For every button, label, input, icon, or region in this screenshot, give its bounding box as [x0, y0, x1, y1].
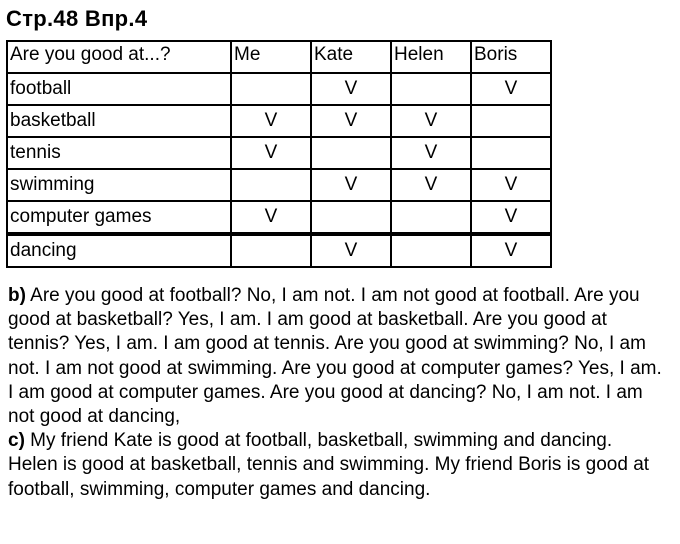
section-c-paragraph — [8, 429, 672, 453]
answer-text-block — [8, 284, 672, 502]
mark-cell-kate: V — [311, 73, 391, 105]
mark-cell-kate — [311, 201, 391, 234]
activity-cell: computer games — [7, 201, 231, 234]
mark-cell-helen — [391, 73, 471, 105]
mark-cell-me — [231, 73, 311, 105]
section-b-paragraph — [8, 284, 672, 429]
section-c-paragraph-2: Helen is good at basketball, tennis and swimming. My friend Boris is good at football, swimming, computer games and dancing. — [8, 454, 650, 500]
mark-cell-kate: V — [311, 105, 391, 137]
table-header-row — [7, 41, 551, 73]
activity-cell: tennis — [7, 137, 231, 169]
mark-cell-helen — [391, 234, 471, 267]
mark-cell-me: V — [231, 137, 311, 169]
activity-cell: football — [7, 73, 231, 105]
mark-cell-boris: V — [471, 169, 551, 201]
section-b-label: b) — [8, 285, 26, 306]
activity-cell: swimming — [7, 169, 231, 201]
mark-cell-boris: V — [471, 234, 551, 267]
mark-cell-me: V — [231, 105, 311, 137]
answer-table — [6, 40, 552, 268]
activity-cell: basketball — [7, 105, 231, 137]
mark-cell-me — [231, 169, 311, 201]
mark-cell-boris: V — [471, 73, 551, 105]
table-row-swimming — [7, 169, 551, 201]
mark-cell-me: V — [231, 201, 311, 234]
mark-cell-kate: V — [311, 234, 391, 267]
mark-cell-boris — [471, 105, 551, 137]
mark-cell-helen: V — [391, 169, 471, 201]
mark-cell-helen: V — [391, 105, 471, 137]
header-boris: Boris — [471, 41, 551, 73]
header-kate: Kate — [311, 41, 391, 73]
section-c-label: c) — [8, 430, 25, 452]
table-row-tennis — [7, 137, 551, 169]
mark-cell-helen — [391, 201, 471, 234]
mark-cell-boris: V — [471, 201, 551, 234]
section-b-text: Are you good at football? No, I am not. I am not good at football. Are you good at basketball? Yes, I am. I am good at basketball. Are you good at tennis? Yes, I am. I am good at tennis. Are you good at swimming? No, I am not. I am not good at swimming. Are you good at computer games? Yes, I am. I am good at computer games. Are you good at dancing? No, I am not. I am not good at dancing, — [8, 285, 662, 428]
mark-cell-helen: V — [391, 137, 471, 169]
header-helen: Helen — [391, 41, 471, 73]
table-row-football — [7, 73, 551, 105]
table-row-computer-games — [7, 201, 551, 234]
page-title: Стр.48 Впр.4 — [6, 6, 148, 31]
mark-cell-me — [231, 234, 311, 267]
header-question: Are you good at...? — [7, 41, 231, 73]
table-row-basketball — [7, 105, 551, 137]
mark-cell-kate: V — [311, 169, 391, 201]
activity-cell: dancing — [7, 234, 231, 267]
header-me: Me — [231, 41, 311, 73]
answer-table-container — [6, 40, 552, 268]
mark-cell-kate — [311, 137, 391, 169]
mark-cell-boris — [471, 137, 551, 169]
table-row-dancing — [7, 234, 551, 267]
section-c-text: My friend Kate is good at football, basketball, swimming and dancing. — [24, 430, 613, 452]
